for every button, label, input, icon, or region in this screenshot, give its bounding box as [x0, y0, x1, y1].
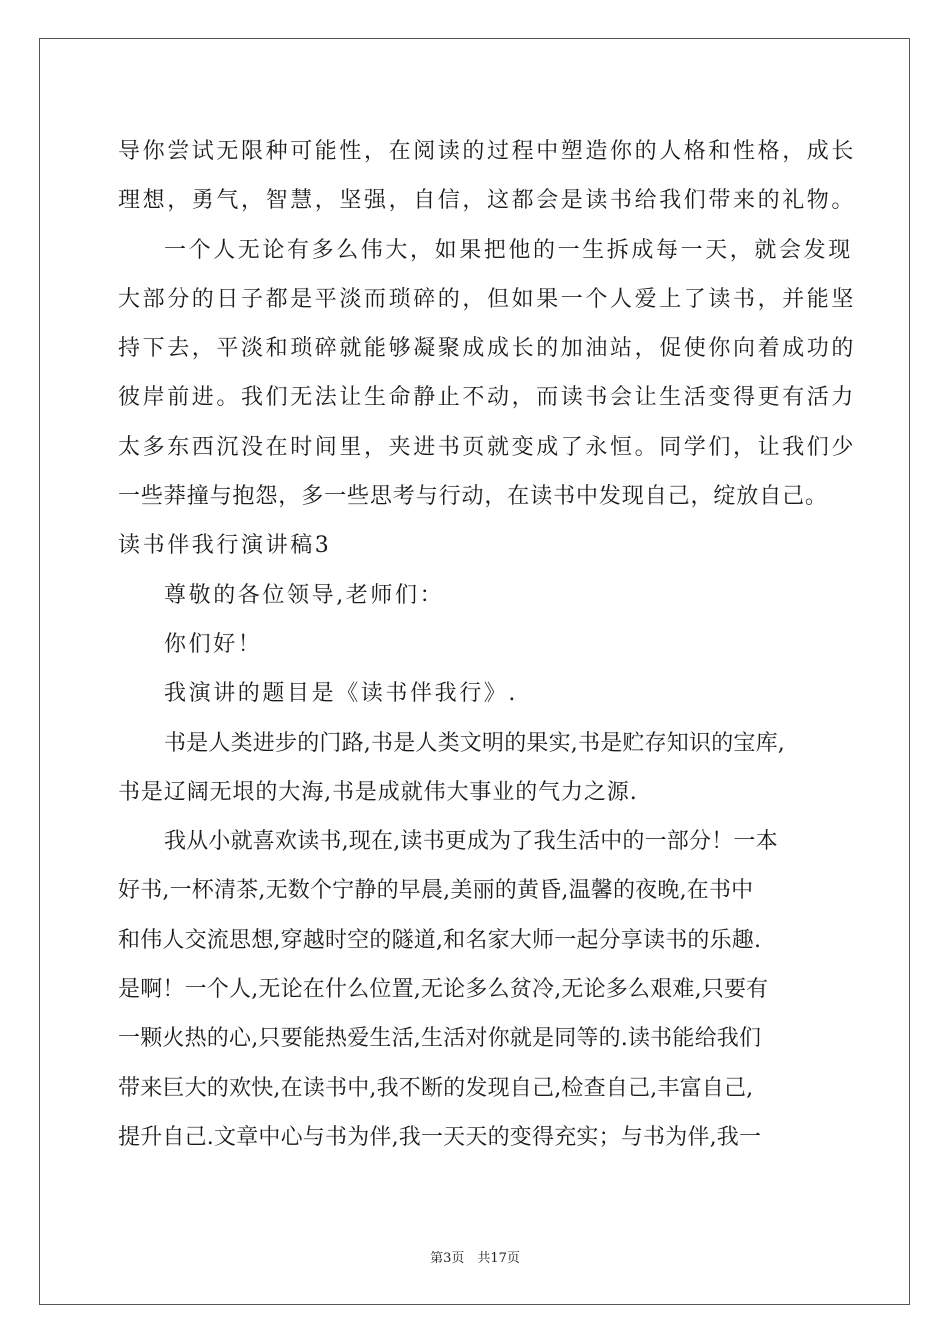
- text-line-20: 带来巨大的欢快,在读书中,我不断的发现自己,检查自己,丰富自己,: [118, 1075, 754, 1101]
- text-line-14: 书是辽阔无垠的大海,书是成就伟大事业的气力之源.: [118, 779, 638, 805]
- section-heading: 读书伴我行演讲稿3: [118, 533, 332, 559]
- text-line-21: 提升自己.文章中心与书为伴,我一天天的变得充实；与书为伴,我一: [118, 1124, 762, 1150]
- text-line-17: 和伟人交流思想,穿越时空的隧道,和名家大师一起分享读书的乐趣.: [118, 927, 762, 953]
- speech-topic: 我演讲的题目是《读书伴我行》.: [164, 681, 518, 707]
- text-line-8: 一些莽撞与抱怨，多一些思考与行动，在读书中发现自己，绽放自己。: [118, 484, 828, 510]
- text-line-4: 大部分的日子都是平淡而琐碎的，但如果一个人爱上了读书，并能坚: [118, 286, 857, 312]
- text-line-13: 书是人类进步的门路,书是人类文明的果实,书是贮存知识的宝库,: [164, 730, 785, 756]
- text-line-5: 持下去，平淡和琐碎就能够凝聚成成长的加油站，促使你向着成功的: [118, 336, 857, 362]
- text-line-19: 一颗火热的心,只要能热爱生活,生活对你就是同等的.读书能给我们: [118, 1026, 762, 1052]
- text-line-16: 好书,一杯清茶,无数个宁静的早晨,美丽的黄昏,温馨的夜晚,在书中: [118, 878, 754, 904]
- salutation: 尊敬的各位领导,老师们：: [164, 582, 445, 608]
- text-line-2: 理想，勇气，智慧，坚强，自信，这都会是读书给我们带来的礼物。: [118, 188, 857, 214]
- text-line-6: 彼岸前进。我们无法让生命静止不动，而读书会让生活变得更有活力: [118, 385, 857, 411]
- page-number: 第3页 共17页: [430, 1251, 520, 1266]
- text-line-7: 太多东西沉没在时间里，夹进书页就变成了永恒。同学们，让我们少: [118, 434, 857, 460]
- text-line-3: 一个人无论有多么伟大，如果把他的一生拆成每一天，就会发现: [164, 237, 853, 263]
- document-body: [118, 127, 858, 1162]
- greeting: 你们好！: [164, 631, 263, 657]
- text-line-18: 是啊！一个人,无论在什么位置,无论多么贫冷,无论多么艰难,只要有: [118, 977, 769, 1003]
- text-line-1: 导你尝试无限种可能性，在阅读的过程中塑造你的人格和性格，成长: [118, 139, 857, 164]
- text-line-15: 我从小就喜欢读书,现在,读书更成为了我生活中的一部分！一本: [164, 829, 778, 855]
